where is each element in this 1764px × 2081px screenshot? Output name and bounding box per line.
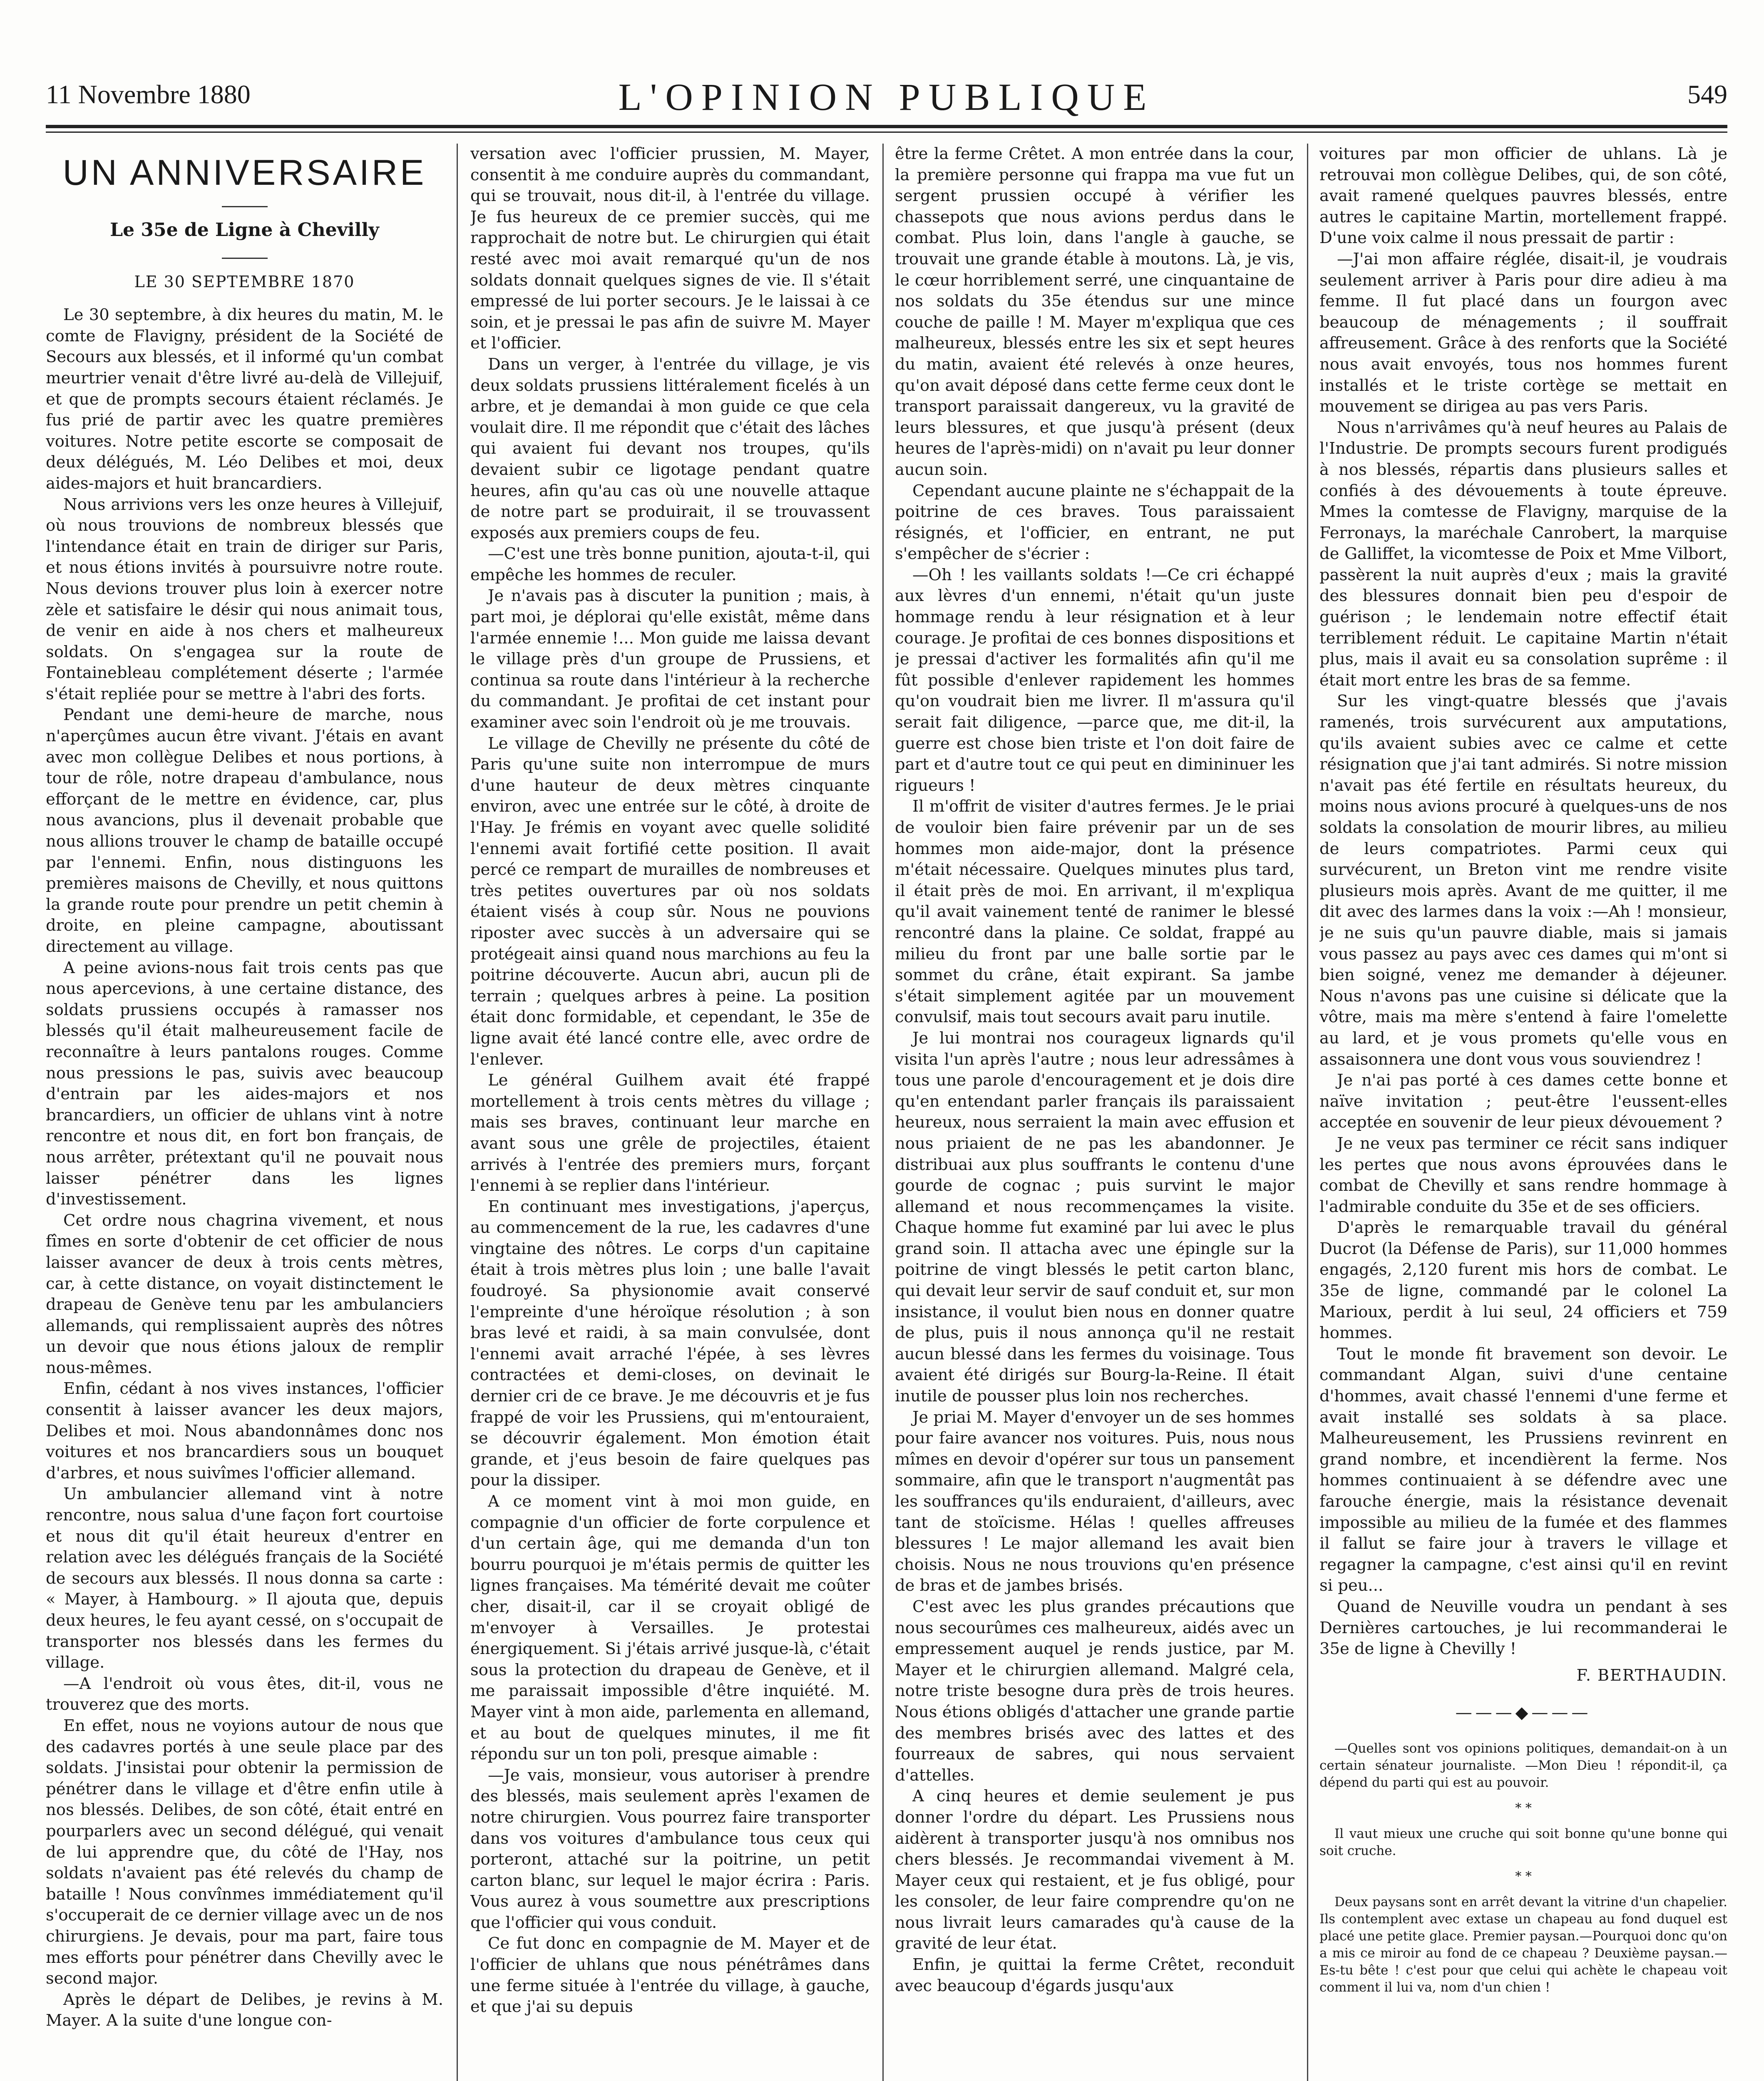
column-divider bbox=[457, 144, 458, 2081]
misc-item: Deux paysans sont en arrêt devant la vitrine d'un chapelier. Ils contemplent avec extase un chapeau au fond duquel est placé une petite glace. Premier paysan.—Pourquoi donc qu'on a mis ce miroir au fond de ce chapeau ? Deuxième paysan.—Es-tu bête ! c'est pour que celui qui achète le chapeau voit comment il lui va, nom d'un chien ! bbox=[1319, 1894, 1727, 1995]
page-header bbox=[46, 75, 1727, 121]
header-rule-thick bbox=[46, 125, 1727, 128]
paragraph: Cependant aucune plainte ne s'échappait de la poitrine de ces braves. Tous paraissaient résignés, et l'officier, en entrant, ne put s'empêcher de s'écrier : bbox=[895, 481, 1294, 564]
paragraph: —Je vais, monsieur, vous autoriser à prendre des blessés, mais seulement après l'examen de notre chirurgien. Vous pourrez faire transporter dans vos voitures d'ambulance tous ceux qui porteront, attaché sur la poitrine, un petit carton blanc, sur lequel le major écrira : Paris. Vous aurez à vous soumettre aux prescriptions que l'officier qui vous conduit. bbox=[470, 1766, 870, 1932]
paragraph: Le village de Chevilly ne présente du côté de Paris qu'une suite non interrompue de murs d'une hauteur de deux mètres cinquante environ, avec une entrée sur le côté, à droite de l'Hay. Je frémis en voyant avec quelle solidité l'ennemi avait fortifié cette position. Il avait percé ce rempart de murailles de nombreuses et très petites ouvertures par où nos soldats étaient visés à coup sûr. Nous ne pouvions riposter avec succès à un adversaire qui se protégeait ainsi quand nous marchions au feu la poitrine découverte. Aucun abri, aucun pli de terrain ; quelques arbres à peine. La position était donc formidable, et cependant, le 35e de ligne avait été lancé contre elle, avec ordre de l'enlever. bbox=[470, 734, 870, 1069]
column-1 bbox=[46, 144, 443, 2081]
header-rule-thin bbox=[46, 132, 1727, 133]
paragraph: Un ambulancier allemand vint à notre rencontre, nous salua d'une façon fort courtoise et nous dit qu'il était heureux d'entrer en relation avec les délégués français de la Société de secours aux blessés. Il nous donna sa carte : « Mayer, à Hambourg. » Il ajouta que, depuis deux heures, le feu ayant cessé, on s'occupait de transporter nos blessés dans les fermes du village. bbox=[46, 1485, 443, 1672]
paragraph: Il m'offrit de visiter d'autres fermes. Je le priai de vouloir bien faire prévenir par un de ses hommes mon aide-major, dont la présence m'était nécessaire. Quelques minutes plus tard, il était près de moi. En arrivant, il m'expliqua qu'il avait vainement tenté de ranimer le blessé rencontré dans la plaine. Ce soldat, frappé au milieu du front par une balle sortie par le sommet du crâne, était expirant. Sa jambe s'était simplement agitée par un mouvement convulsif, mais tout secours avait paru inutile. bbox=[895, 797, 1294, 1027]
paragraph: Tout le monde fit bravement son devoir. Le commandant Algan, suivi d'une centaine d'hommes, avait chassé l'ennemi d'une ferme et avait installé ses soldats à sa place. Malheureusement, les Prussiens revinrent en grand nombre, et incendièrent la ferme. Nos hommes continuaient à se défendre avec une farouche énergie, mais la résistance devenait impossible au milieu de la fumée et des flammes il fallut se faire jour à travers le village et regagner la campagne, c'est ainsi qu'il en revint si peu... bbox=[1319, 1344, 1727, 1595]
paragraph: Je priai M. Mayer d'envoyer un de ses hommes pour faire avancer nos voitures. Puis, nous nous mîmes en devoir d'opérer sur tous un pansement sommaire, afin que le transport n'augmentât pas les souffrances qu'ils enduraient, d'ailleurs, avec tant de stoïcisme. Hélas ! quelles affreuses blessures ! Le major allemand les avait bien choisis. Nous ne nous trouvions qu'en présence de bras et de jambes brisés. bbox=[895, 1408, 1294, 1595]
paragraph: être la ferme Crêtet. A mon entrée dans la cour, la première personne qui frappa ma vue fut un sergent prussien occupé à vérifier les chassepots que nous avions perdus dans le combat. Plus loin, dans l'angle à gauche, se trouvait une grande étable à moutons. Là, je vis, le cœur horriblement serré, une cinquantaine de nos soldats du 35e étendus sur une mince couche de paille ! M. Mayer m'expliqua que ces malheureux, blessés entre les six et sept heures du matin, avaient été relevés à onze heures, qu'on avait déposé dans cette ferme ceux dont le transport paraissait dangereux, vu la gravité de leurs blessures, et que jusqu'à présent (deux heures de l'après-midi) on n'avait pu leur donner aucun soin. bbox=[895, 144, 1294, 479]
paragraph: A peine avions-nous fait trois cents pas que nous apercevions, à une certaine distance, des soldats prussiens occupés à ramasser nos blessés qu'il était malheureusement facile de reconnaître à leurs pantalons rouges. Comme nous pressions le pas, suivis avec beaucoup d'entrain par les aides-majors et nos brancardiers, un officier de uhlans vint à notre rencontre et nous dit, en fort bon français, de nous arrêter, prétextant qu'il ne pouvait nous laisser pénétrer dans les lignes d'investissement. bbox=[46, 958, 443, 1209]
article-dateline: LE 30 SEPTEMBRE 1870 bbox=[134, 272, 355, 291]
paragraph: Pendant une demi-heure de marche, nous n'aperçûmes aucun être vivant. J'étais en avant avec mon collègue Delibes et nous portions, à tour de rôle, notre drapeau d'ambulance, nous efforçant de le mettre en évidence, car, plus nous avancions, plus il devenait probable que nous allions trouver le champ de bataille occupé par l'ennemi. Enfin, nous distinguons les premières maisons de Chevilly, et nous quittons la grande route pour prendre un petit chemin à droite, en pleine campagne, aboutissant directement au village. bbox=[46, 705, 443, 956]
paragraph: Nous n'arrivâmes qu'à neuf heures au Palais de l'Industrie. De prompts secours furent prodigués à nos blessés, répartis dans plusieurs salles et confiés à des dévouements à toute épreuve. Mmes la comtesse de Flavigny, marquise de la Ferronays, la maréchale Canrobert, la marquise de Galliffet, la vicomtesse de Poix et Mme Vilbort, passèrent la nuit auprès d'eux ; mais la gravité des blessures donnait bien peu d'espoir de guérison ; le lendemain notre effectif était terriblement réduit. Le capitaine Martin n'était plus, mais il avait eu sa consolation suprême : il était mort entre les bras de sa femme. bbox=[1319, 418, 1727, 690]
journal-title: L'OPINION PUBLIQUE bbox=[618, 76, 1155, 118]
asterism: * * bbox=[1515, 1800, 1532, 1815]
paragraph: D'après le remarquable travail du général Ducrot (la Défense de Paris), sur 11,000 hommes engagés, 2,120 furent mis hors de combat. Le 35e de ligne, commandé par le colonel La Marioux, perdit à lui seul, 24 officiers et 759 hommes. bbox=[1319, 1218, 1727, 1343]
column-3 bbox=[895, 144, 1294, 2081]
paragraph: —A l'endroit où vous êtes, dit-il, vous ne trouverez que des morts. bbox=[46, 1674, 443, 1714]
paragraph: Le 30 septembre, à dix heures du matin, M. le comte de Flavigny, président de la Société de Secours aux blessés, et il informé qu'un combat meurtrier venait d'être livré au-delà de Villejuif, et que de prompts secours étaient réclamés. Je fus prié de partir avec les quatre premières voitures. Notre petite escorte se composait de deux délégués, M. Léo Delibes et moi, deux aides-majors et huit brancardiers. bbox=[46, 305, 443, 493]
article-subtitle: Le 35e de Ligne à Chevilly bbox=[110, 219, 379, 241]
column-4 bbox=[1319, 144, 1727, 2081]
paragraph: Cet ordre nous chagrina vivement, et nous fîmes en sorte d'obtenir de cet officier de nous laisser avancer de deux à trois cents mètres, car, à cette distance, on voyait distinctement le drapeau de Genève tenu par les ambulanciers allemands, qui remplissaient auprès des nôtres un devoir que nous étions jaloux de remplir nous-mêmes. bbox=[46, 1211, 443, 1377]
issue-date: 11 Novembre 1880 bbox=[46, 79, 251, 109]
paragraph: versation avec l'officier prussien, M. Mayer, consentit à me conduire auprès du commandant, qui se trouvait, nous dit-il, à l'entrée du village. Je fus heureux de ce premier succès, qui me rapprochait de notre but. Le chirurgien qui était resté avec moi avait remarqué qu'un de nos soldats donnait quelques signes de vie. Il s'était empressé de lui porter secours. Je le laissai à ce soin, et je pressai le pas afin de suivre M. Mayer et l'officier. bbox=[470, 144, 870, 353]
paragraph: Le général Guilhem avait été frappé mortellement à trois cents mètres du village ; mais ses braves, continuant leur marche en avant sous une grêle de projectiles, étaient arrivés à l'entrée des premiers murs, forçant l'ennemi à se replier dans l'intérieur. bbox=[470, 1071, 870, 1195]
column-divider bbox=[1307, 144, 1308, 2081]
paragraph: A ce moment vint à moi mon guide, en compagnie d'un officier de forte corpulence et d'un certain âge, qui me demanda d'un ton bourru pourquoi je m'étais permis de quitter les lignes françaises. Ma témérité devait me coûter cher, disait-il, car il se croyait obligé de m'envoyer à Versailles. Je protestai énergiquement. Si j'étais arrivé jusque-là, c'était sous la protection du drapeau de Genève, et il me paraissait impossible d'être inquiété. M. Mayer vint à mon aide, parlementa en allemand, et au bout de quelques minutes, il me fit répondu sur un ton poli, presque aimable : bbox=[470, 1492, 870, 1764]
title-divider bbox=[222, 206, 268, 207]
paragraph: C'est avec les plus grandes précautions que nous secourûmes ces malheureux, aidés avec un empressement auquel je rends justice, par M. Mayer et le chirurgien allemand. Malgré cela, notre triste besogne dura près de trois heures. Nous étions obligés d'attacher une grande partie des membres brisés avec des lattes et des fourreaux de sabres, qui nous servaient d'attelles. bbox=[895, 1597, 1294, 1785]
ornament-divider: ———◆——— bbox=[1455, 1703, 1592, 1723]
paragraph: —C'est une très bonne punition, ajouta-t-il, qui empêche les hommes de reculer. bbox=[470, 544, 870, 584]
paragraph: Après le départ de Delibes, je revins à M. Mayer. A la suite d'une longue con- bbox=[46, 1990, 443, 2030]
paragraph: Je ne veux pas terminer ce récit sans indiquer les pertes que nous avons éprouvées dans le combat de Chevilly et sans rendre hommage à l'admirable conduite du 35e et de ses officiers. bbox=[1319, 1134, 1727, 1216]
paragraph: Ce fut donc en compagnie de M. Mayer et de l'officier de uhlans que nous pénétrâmes dans une ferme située à l'entrée du village, à gauche, et que j'ai su depuis bbox=[470, 1934, 870, 2016]
page-number: 549 bbox=[1687, 79, 1727, 109]
paragraph: Nous arrivions vers les onze heures à Villejuif, où nous trouvions de nombreux blessés que l'intendance était en train de diriger sur Paris, et nous étions invités à poursuivre notre route. Nous devions trouver plus loin à exercer notre zèle et satisfaire le désir qui nous animait tous, de venir en aide à nos chers et malheureux soldats. On s'engagea sur la route de Fontainebleau complétement déserte ; l'armée s'était repliée pour se mettre à l'abri des forts. bbox=[46, 495, 443, 703]
column-divider bbox=[882, 144, 884, 2081]
paragraph: Je lui montrai nos courageux lignards qu'il visita l'un après l'autre ; nous leur adressâmes à tous une parole d'encouragement et je dois dire qu'en entendant parler français ils paraissaient heureux, nous serraient la main avec effusion et nous priaient de ne pas les abandonner. Je distribuai aux plus souffrants le contenu d'une gourde de cognac ; puis survint le major allemand et nous recommençames la visite. Chaque homme fut examiné par lui avec le plus grand soin. Il attacha avec une épingle sur la poitrine de vingt blessés le petit carton blanc, qui devait leur servir de sauf conduit et, sur mon insistance, il voulut bien nous en donner quatre de plus, puis il nous annonça qu'il ne restait aucun blessé dans les fermes du voisinage. Tous avaient été dirigés sur Bourg-la-Reine. Il était inutile de pousser plus loin nos recherches. bbox=[895, 1028, 1294, 1406]
subtitle-divider bbox=[222, 258, 268, 259]
miscellany bbox=[1319, 1740, 1727, 1996]
misc-item: —Quelles sont vos opinions politiques, demandait-on à un certain sénateur journaliste. —Mon Dieu ! répondit-il, ça dépend du parti qui est au pouvoir. bbox=[1319, 1741, 1727, 1790]
article-title: UN ANNIVERSAIRE bbox=[62, 153, 427, 193]
article-columns bbox=[46, 144, 1727, 2081]
paragraph: Sur les vingt-quatre blessés que j'avais ramenés, trois survécurent aux amputations, qu'ils avaient subies avec ce calme et cette résignation que j'ai tant admirés. Si notre mission n'avait pas été fertile en résultats heureux, du moins nous avions procuré à quelques-uns de nos soldats la consolation de mourir libres, au milieu de leurs compatriotes. Parmi ceux qui survécurent, un Breton vint me rendre visite plusieurs mois après. Avant de me quitter, il me dit avec des larmes dans la voix :—Ah ! monsieur, je ne suis qu'un pauvre diable, mais si jamais vous passez au pays avec ces dames qui m'ont si bien soigné, venez me demander à déjeuner. Nous n'avons pas une cuisine si délicate que la vôtre, mais ma mère s'entend à faire l'omelette au lard, et je vous promets qu'elle vous en assaisonnera une dont vous vous souviendrez ! bbox=[1319, 692, 1727, 1069]
paragraph: En effet, nous ne voyions autour de nous que des cadavres portés à une seule place par des soldats. J'insistai pour obtenir la permission de pénétrer dans le village et d'être enfin utile à nos blessés. Delibes, de son côté, était entré en pourparlers avec un second délégué, qui venait de lui apprendre que, du côté de l'Hay, nos soldats n'avaient pas été relevés du champ de bataille ! Nous convînmes immédiatement qu'il s'occuperait de ce dernier village avec un de nos chirurgiens. Je devais, pour ma part, faire tous mes efforts pour pénétrer dans Chevilly avec le second major. bbox=[46, 1716, 443, 1988]
paragraph: Enfin, cédant à nos vives instances, l'officier consentit à laisser avancer les deux majors, Delibes et moi. Nous abandonnâmes donc nos voitures et nos brancardiers sous un bouquet d'arbres, et nous suivîmes l'officier allemand. bbox=[46, 1379, 443, 1483]
misc-item: Il vaut mieux une cruche qui soit bonne qu'une bonne qui soit cruche. bbox=[1319, 1826, 1727, 1858]
paragraph: Quand de Neuville voudra un pendant à ses Dernières cartouches, je lui recommanderai le 35e de ligne à Chevilly ! bbox=[1319, 1597, 1727, 1659]
paragraph: voitures par mon officier de uhlans. Là je retrouvai mon collègue Delibes, qui, de son côté, avait ramené quelques pauvres blessés, entre autres le capitaine Martin, mortellement frappé. D'une voix calme il nous pressait de partir : bbox=[1319, 144, 1727, 248]
paragraph: Dans un verger, à l'entrée du village, je vis deux soldats prussiens littéralement ficelés à un arbre, et je demandai à mon guide ce que cela voulait dire. Il me répondit que c'était des lâches qui avaient fui devant nos troupes, qu'ils devaient subir ce ligotage pendant quatre heures, afin qu'au cas où une nouvelle attaque de notre part se produirait, il se trouvassent exposés aux premiers coups de feu. bbox=[470, 355, 870, 542]
asterism: * * bbox=[1515, 1869, 1532, 1884]
paragraph: En continuant mes investigations, j'aperçus, au commencement de la rue, les cadavres d'une vingtaine des nôtres. Le corps d'un capitaine était à trois mètres plus loin ; une balle l'avait foudroyé. Sa physionomie avait conservé l'empreinte d'une héroïque résolution ; à son bras levé et raidi, à sa main convulsée, dont l'ennemi avait arraché l'épée, à ses lèvres contractées et demi-closes, on devinait le dernier cri de ce brave. Je me découvris et je fus frappé de voir les Prussiens, qui m'entouraient, se découvrir également. Mon émotion était grande, et j'eus besoin de faire quelques pas pour la dissiper. bbox=[470, 1197, 870, 1490]
paragraph: A cinq heures et demie seulement je pus donner l'ordre du départ. Les Prussiens nous aidèrent à transporter jusqu'à nos omnibus nos chers blessés. Je recommandai vivement à M. Mayer ceux qui restaient, et je fus obligé, pour les consoler, de leur faire comprendre qu'on ne nous livrait leurs camarades qu'à cause de la gravité de leur état. bbox=[895, 1787, 1294, 1953]
article-signature: F. BERTHAUDIN. bbox=[1576, 1666, 1727, 1684]
paragraph: Je n'avais pas à discuter la punition ; mais, à part moi, je déplorai qu'elle existât, même dans l'armée ennemie !... Mon guide me laissa devant le village près d'un groupe de Prussiens, et continua sa route dans l'intérieur à la recherche du commandant. Je profitai de cet instant pour examiner avec soin l'endroit où je me trouvais. bbox=[470, 586, 870, 732]
paragraph: —Oh ! les vaillants soldats !—Ce cri échappé aux lèvres d'un ennemi, n'était qu'un juste hommage rendu à leur résignation et à leur courage. Je profitai de ces bonnes dispositions et je pressai d'activer les formalités afin qu'il me fût possible d'enlever rapidement les hommes qu'on voudrait bien me livrer. Il m'assura qu'il serait fait diligence, —parce que, me dit-il, la guerre est chose bien triste et l'on doit faire de part et d'autre tout ce qui peut en dimininuer les rigueurs ! bbox=[895, 565, 1294, 795]
paragraph: Je n'ai pas porté à ces dames cette bonne et naïve invitation ; peut-être l'eussent-elles acceptée en souvenir de leur pieux dévouement ? bbox=[1319, 1071, 1727, 1132]
paragraph: —J'ai mon affaire réglée, disait-il, je voudrais seulement arriver à Paris pour dire adieu à ma femme. Il fut placé dans un fourgon avec beaucoup de ménagements ; il souffrait affreusement. Grâce à des renforts que la Société nous avait envoyés, tous nos hommes furent installés et le triste cortège se mettait en mouvement se dirigea au pas vers Paris. bbox=[1319, 249, 1727, 416]
paragraph: Enfin, je quittai la ferme Crêtet, reconduit avec beaucoup d'égards jusqu'aux bbox=[895, 1955, 1294, 1995]
column-2 bbox=[470, 144, 870, 2081]
